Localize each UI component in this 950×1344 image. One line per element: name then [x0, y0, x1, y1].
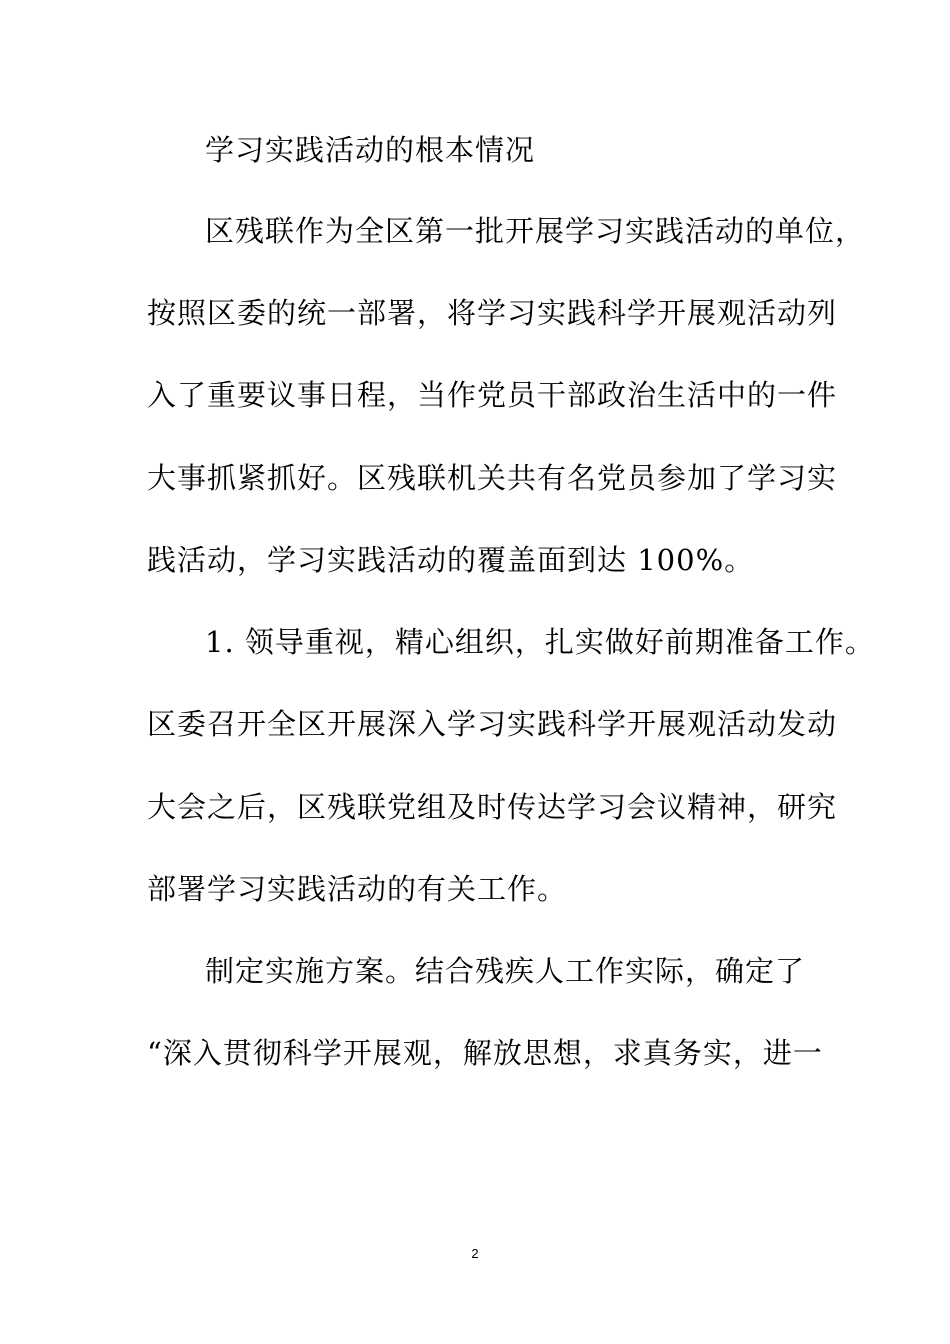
page-number: 2 [471, 1246, 479, 1261]
paragraph-line: 大会之后，区残联党组及时传达学习会议精神，研究 [147, 790, 838, 824]
paragraph-line: 制定实施方案。结合残疾人工作实际，确定了 [205, 954, 806, 988]
paragraph-line: 区残联作为全区第一批开展学习实践活动的单位， [205, 214, 866, 248]
paragraph-line: “深入贯彻科学开展观，解放思想，求真务实，进一 [147, 1036, 823, 1070]
paragraph-line: 区委召开全区开展深入学习实践科学开展观活动发动 [147, 707, 838, 741]
numbered-item: 1. 领导重视，精心组织，扎实做好前期准备工作。 [205, 625, 875, 659]
paragraph-line: 部署学习实践活动的有关工作。 [147, 872, 568, 906]
section-heading: 学习实践活动的根本情况 [205, 133, 536, 167]
paragraph-line: 入了重要议事日程，当作党员干部政治生活中的一件 [147, 378, 838, 412]
paragraph-line: 大事抓紧抓好。区残联机关共有名党员参加了学习实 [147, 461, 838, 495]
paragraph-line: 践活动，学习实践活动的覆盖面到达 100%。 [147, 543, 755, 577]
paragraph-line: 按照区委的统一部署，将学习实践科学开展观活动列 [147, 296, 838, 330]
